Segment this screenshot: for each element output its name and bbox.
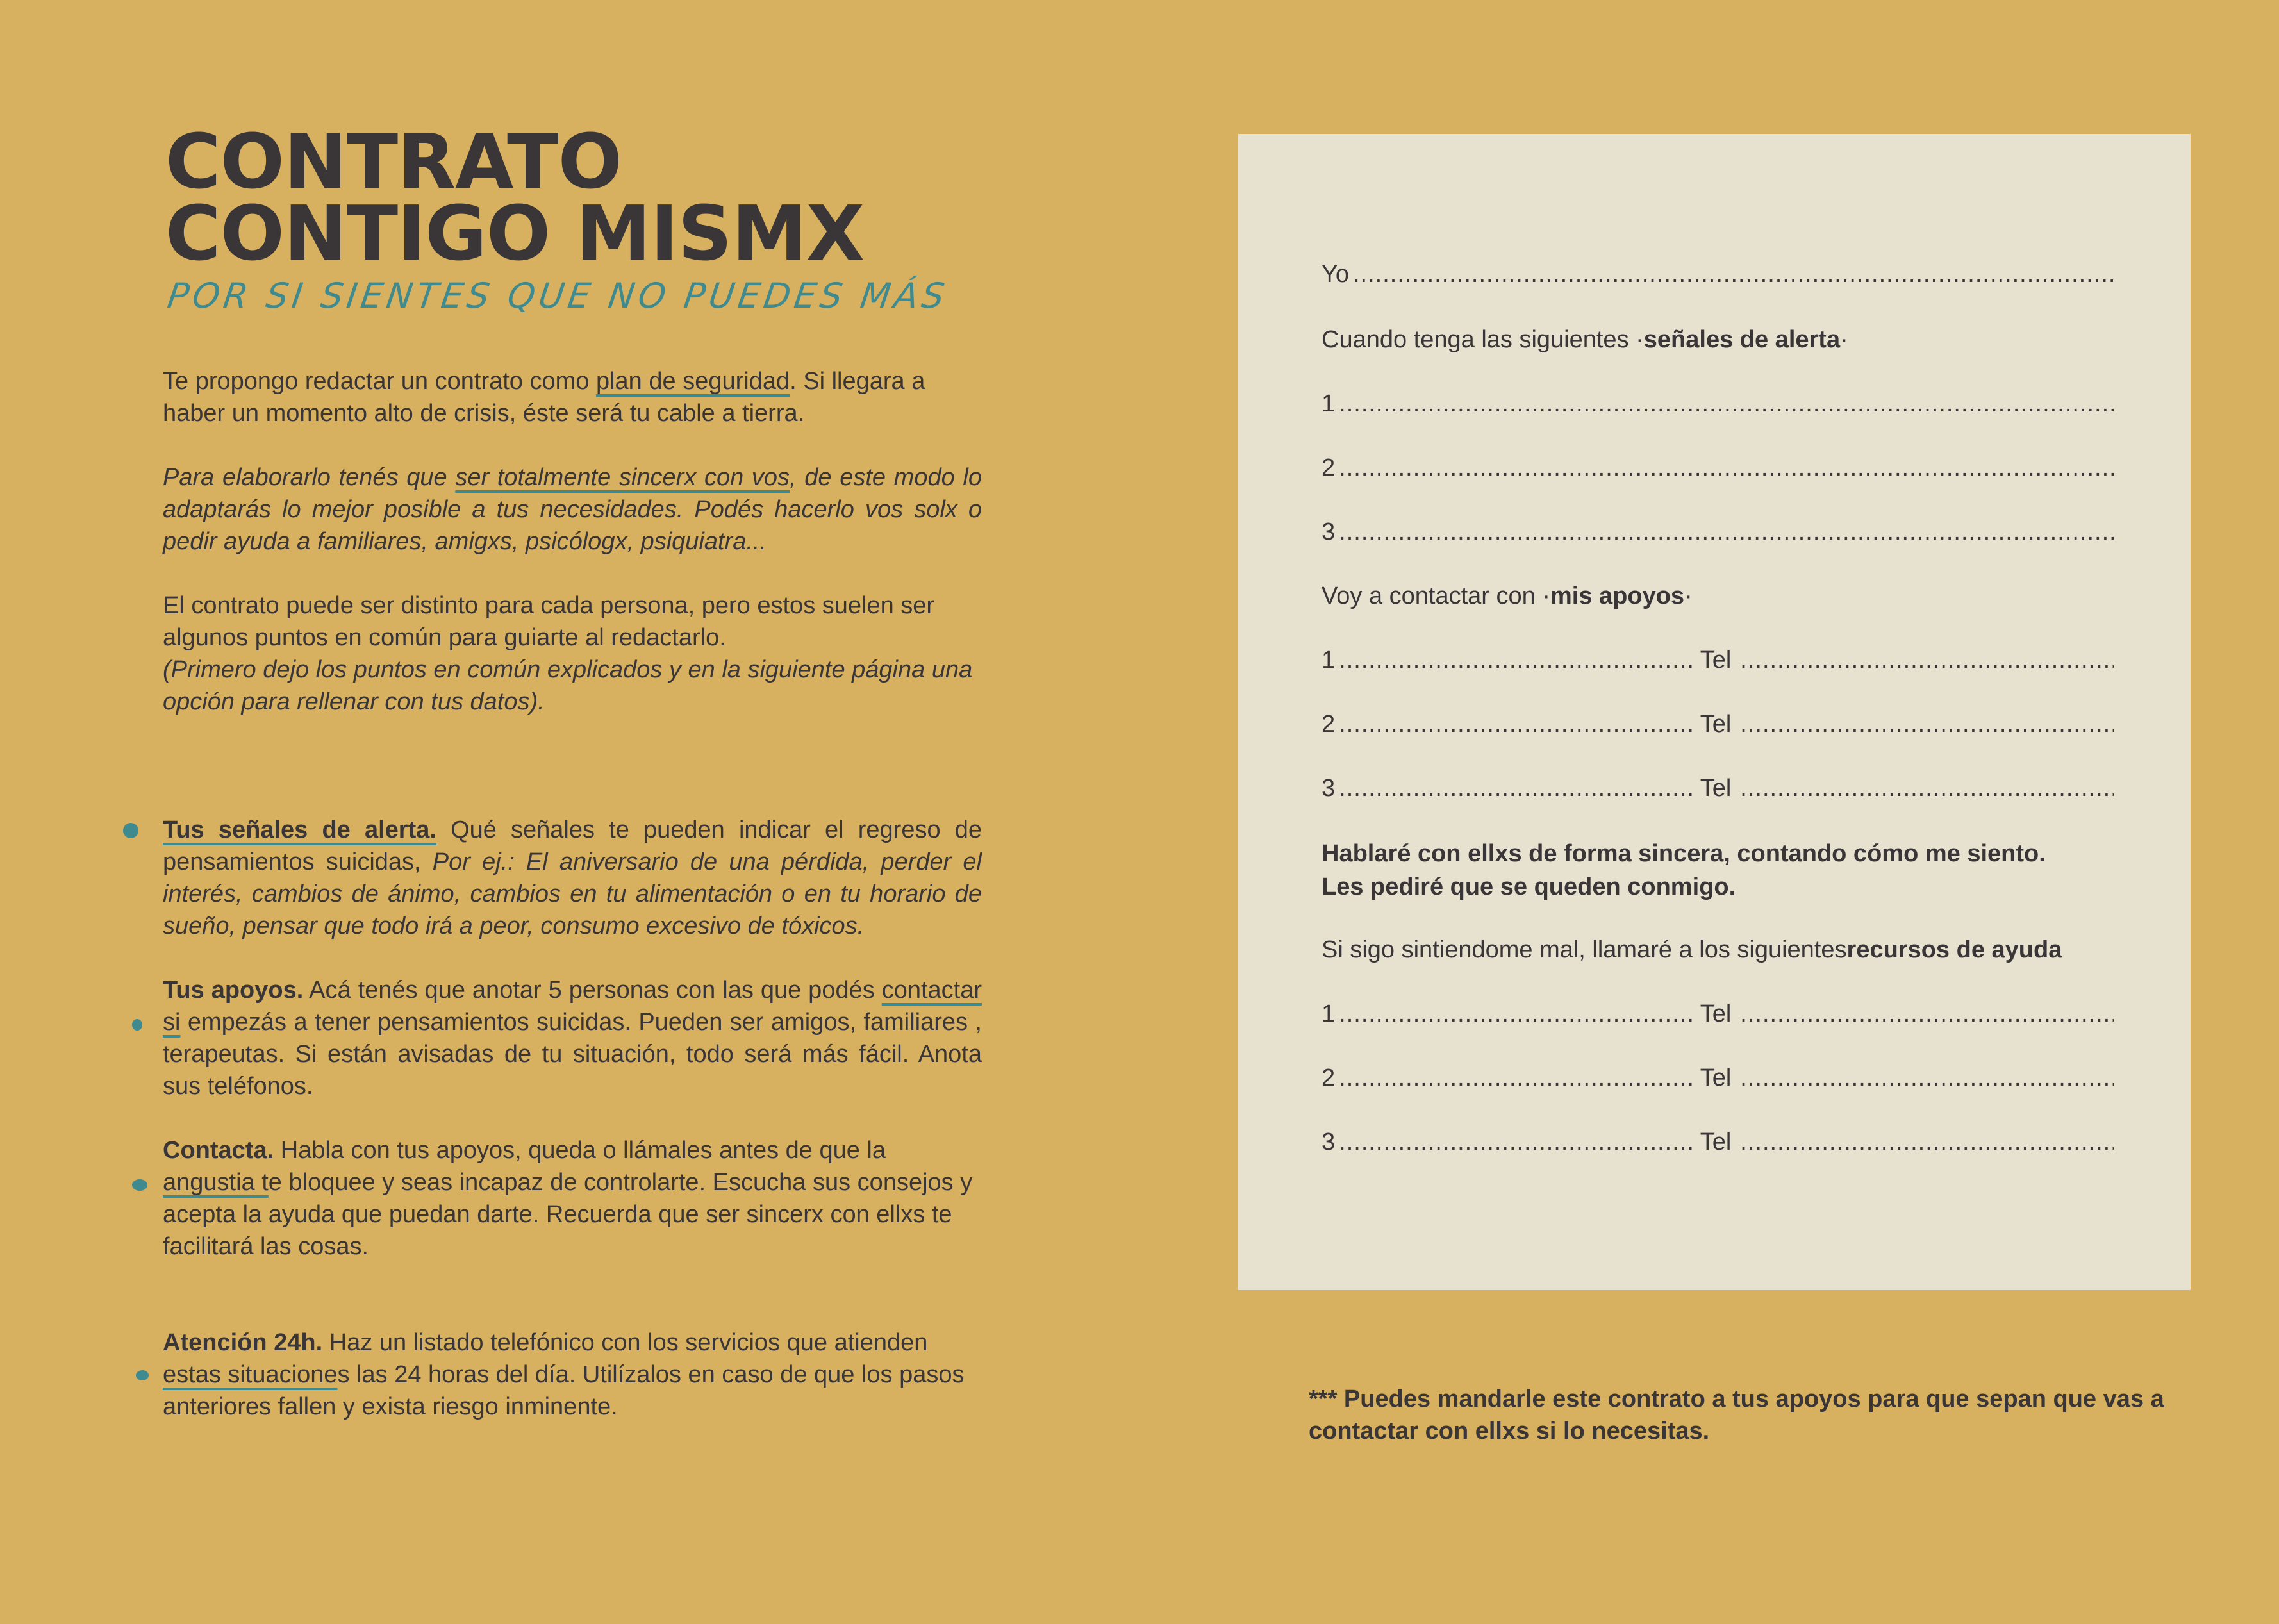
point-supports: Tus apoyos. Acá tenés que anotar 5 personas con las que podés contactar si empezás a tener pensamientos suicidas. Pueden ser amigos, familiares , terapeutas. Si están avisadas de tu situación, todo será más fácil. Anota sus teléfonos. [163,977,982,1100]
form-commitment: Hablaré con ellxs de forma sincera, contando cómo me siento. Les pediré que se queden conmigo. [1322,840,2046,900]
point-attention-title: Atención 24h. [163,1329,323,1356]
point-signals: Tus señales de alerta. Qué señales te pueden indicar el regreso de pensamientos suicidas, Por ej.: El aniversario de una pérdida, perder el interés, cambios de ánimo, cambios en tu alimentación o en tu horario de sueño, pensar que todo irá a peor, consumo excesivo de tóxicos. [163,816,982,940]
bullet-dot-3 [132,1179,147,1191]
point-contact-title: Contacta. [163,1137,274,1164]
title-line-2: CONTIGO MISMX [165,189,865,278]
title-line-1: CONTRATO [165,117,622,206]
intro-paragraph-1: Te propongo redactar un contrato como plan de seguridad. Si llegara a haber un momento alto de crisis, éste será tu cable a tierra. [163,368,925,427]
form-support-line-3[interactable]: 3 ..... Tel ..... [1322,773,2114,804]
form-resource-line-1[interactable]: 1 ..... Tel ..... [1322,998,2114,1029]
form-support-line-1[interactable]: 1 ..... Tel ..... [1322,645,2114,675]
form-resource-line-3[interactable]: 3 ..... Tel ..... [1322,1127,2114,1157]
form-yo-line[interactable]: Yo ..... [1322,259,2114,290]
point-signals-title: Tus señales de alerta. [163,816,436,843]
form-signal-line-1[interactable]: 1 ..... [1322,388,2114,419]
safety-plan-highlight: plan de seguridad [595,368,790,395]
form-resource-line-2[interactable]: 2 ..... Tel ..... [1322,1063,2114,1093]
intro-paragraph-3: El contrato puede ser distinto para cada persona, pero estos suelen ser algunos puntos en común para guiarte al redactarlo. (Primero dejo los puntos en común explicados y en la siguiente página una opción para rellenar con tus datos). [163,592,973,715]
bullet-dot-1 [123,823,138,838]
form-signals-heading: Cuando tenga las siguientes · señales de alerta · [1322,326,1848,353]
page-title [165,117,865,278]
form-resources-heading: Si sigo sintiendome mal, llamaré a los siguientes recursos de ayuda [1322,936,2062,963]
footnote: *** Puedes mandarle este contrato a tus apoyos para que sepan que vas a contactar con ellxs si lo necesitas. [1309,1386,2164,1445]
point-supports-title: Tus apoyos. [163,977,304,1004]
subtitle: POR SI SIENTES QUE NO PUEDES MÁS [165,276,951,316]
bullet-dot-2 [132,1019,142,1031]
bullet-dot-4 [136,1370,149,1380]
sincere-highlight: ser totalmente sincerx con vos [455,464,790,491]
form-signal-line-3[interactable]: 3 ..... [1322,517,2114,547]
point-attention: Atención 24h. Haz un listado telefónico con los servicios que atienden estas situaciones las 24 horas del día. Utilízalos en caso de que los pasos anteriores fallen y exista riesgo inminente. [163,1329,965,1420]
form-supports-heading: Voy a contactar con · mis apoyos · [1322,583,1693,609]
form-support-line-2[interactable]: 2 ..... Tel ..... [1322,709,2114,740]
form-signal-line-2[interactable]: 2 ..... [1322,452,2114,483]
point-contact: Contacta. Habla con tus apoyos, queda o llámales antes de que la angustia te bloquee y seas incapaz de controlarte. Escucha sus consejos y acepta la ayuda que puedan darte. Recuerda que ser sincerx con ellxs te facilitará las cosas. [163,1137,973,1260]
intro-paragraph-2: Para elaborarlo tenés que ser totalmente sincerx con vos, de este modo lo adaptarás lo mejor posible a tus necesidades. Podés hacerlo vos solx o pedir ayuda a familiares, amigxs, psicólogx, psiquiatra... [163,464,982,555]
